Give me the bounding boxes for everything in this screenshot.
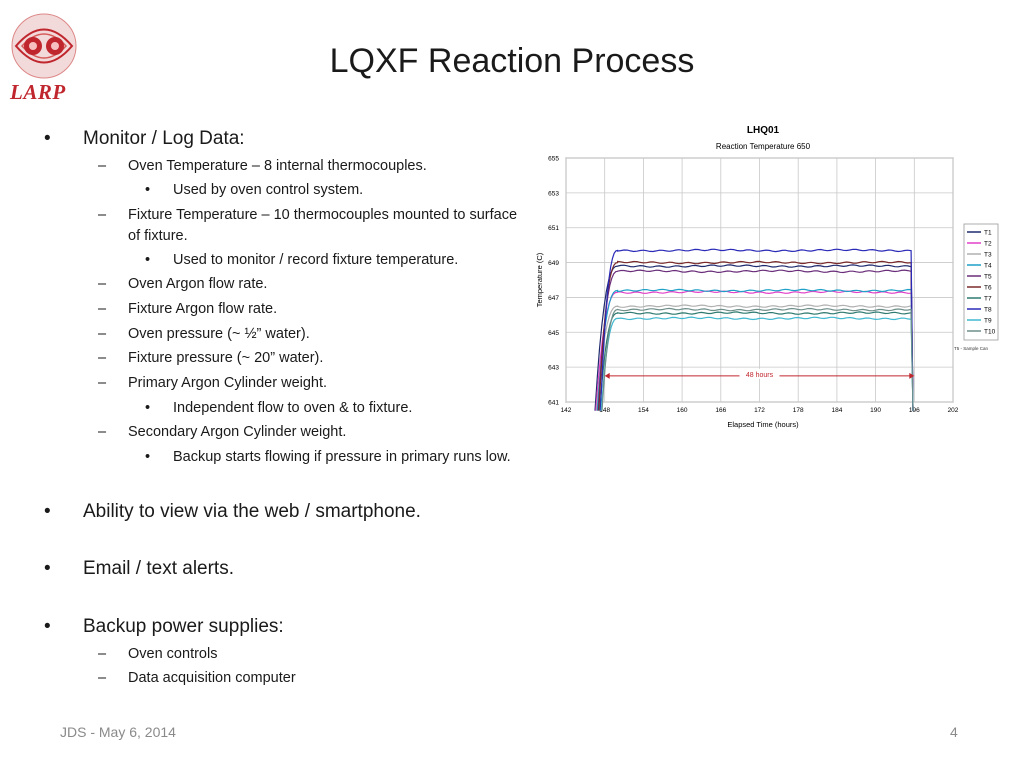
bullet-text-level-3: Used by oven control system. (173, 182, 364, 198)
bullet-text-level-1: Ability to view via the web / smartphone. (83, 501, 421, 522)
footer-date: JDS - May 6, 2014 (60, 724, 176, 740)
chart-subtitle: Reaction Temperature 650 (715, 142, 811, 151)
bullet-marker: • (145, 400, 151, 416)
y-tick-label: 651 (548, 225, 559, 233)
bullet-marker: – (98, 276, 107, 292)
x-tick-label: 190 (870, 407, 882, 414)
bullet-marker: – (98, 158, 107, 174)
y-axis-label: Temperature (C) (535, 252, 544, 308)
x-tick-label: 154 (637, 407, 649, 414)
bullet-marker: – (98, 424, 107, 440)
x-tick-label: 160 (676, 407, 688, 414)
legend-label: T7 (984, 295, 992, 303)
bullet-text-level-1: Backup power supplies: (83, 616, 284, 637)
bullet-marker: • (44, 616, 51, 637)
bullet-text-level-2: Oven Argon flow rate. (128, 276, 268, 292)
bullet-text-level-2: of fixture. (128, 228, 188, 244)
legend-label: T10 (984, 328, 996, 336)
y-tick-label: 653 (548, 190, 559, 198)
chart-title: LHQ01 (746, 125, 780, 136)
y-tick-label: 645 (548, 329, 559, 337)
page-number: 4 (950, 724, 958, 740)
y-tick-label: 641 (548, 399, 559, 407)
x-tick-label: 142 (560, 407, 572, 414)
x-tick-label: 178 (792, 407, 804, 414)
bullet-text-level-1: Email / text alerts. (83, 558, 234, 579)
x-tick-label: 148 (599, 407, 611, 414)
bullet-marker: • (145, 449, 151, 465)
y-tick-label: 649 (548, 260, 559, 268)
bullet-text-level-2: Primary Argon Cylinder weight. (128, 375, 328, 391)
bullet-text-level-1: Monitor / Log Data: (83, 128, 245, 149)
legend-box (964, 224, 998, 340)
bullet-marker: – (98, 350, 107, 366)
bullet-marker: • (44, 558, 51, 579)
annotation-label: 48 hours (745, 371, 774, 379)
bullet-marker: – (98, 326, 107, 342)
x-tick-label: 196 (908, 407, 920, 414)
bullet-marker: – (98, 207, 107, 223)
y-tick-label: 655 (548, 155, 559, 163)
legend-label: T6 (984, 284, 992, 292)
legend-label: T9 (984, 317, 992, 325)
legend-label: T3 (984, 251, 992, 259)
bullet-text-level-3: Independent flow to oven & to fixture. (173, 400, 413, 416)
legend-label: T5 (984, 273, 992, 281)
logo-text: LARP (10, 80, 66, 104)
bullet-marker: • (44, 501, 51, 522)
slide-title: LQXF Reaction Process (329, 42, 695, 80)
x-tick-label: 202 (947, 407, 959, 414)
bullet-text-level-2: Oven pressure (~ ½” water). (128, 326, 310, 342)
bullet-text-level-2: Fixture Argon flow rate. (128, 301, 278, 317)
chart-svg (530, 118, 1000, 438)
y-tick-label: 643 (548, 364, 559, 372)
bullet-text-level-3: Backup starts flowing if pressure in primary runs low. (173, 449, 511, 465)
bullet-marker: – (98, 646, 107, 662)
bullet-text-level-2: Fixture pressure (~ 20” water). (128, 350, 324, 366)
bullet-marker: • (145, 252, 151, 268)
y-tick-label: 647 (548, 294, 559, 302)
x-axis-label: Elapsed Time (hours) (727, 420, 799, 429)
bullet-marker: – (98, 670, 107, 686)
x-tick-label: 172 (754, 407, 765, 414)
bullet-text-level-2: Oven controls (128, 646, 218, 662)
bullet-text-level-2: Secondary Argon Cylinder weight. (128, 424, 347, 440)
legend-label: T2 (984, 240, 992, 248)
legend-label: T1 (984, 229, 992, 237)
x-tick-label: 184 (831, 407, 843, 414)
bullet-marker: • (145, 182, 151, 198)
legend-label: T4 (984, 262, 992, 270)
x-tick-label: 166 (715, 407, 727, 414)
legend-side-note: T5 - Sample Can (954, 346, 989, 351)
bullet-text-level-2: Data acquisition computer (128, 670, 296, 686)
bullet-marker: – (98, 301, 107, 317)
bullet-marker: – (98, 375, 107, 391)
bullet-text-level-2: Fixture Temperature – 10 thermocouples mounted to surface (128, 207, 518, 223)
bullet-text-level-2: Oven Temperature – 8 internal thermocouples. (128, 158, 427, 174)
bullet-marker: • (44, 128, 51, 149)
bullet-text-level-3: Used to monitor / record fixture temperature. (173, 252, 459, 268)
legend-label: T8 (984, 306, 992, 314)
temperature-chart (530, 118, 1000, 438)
